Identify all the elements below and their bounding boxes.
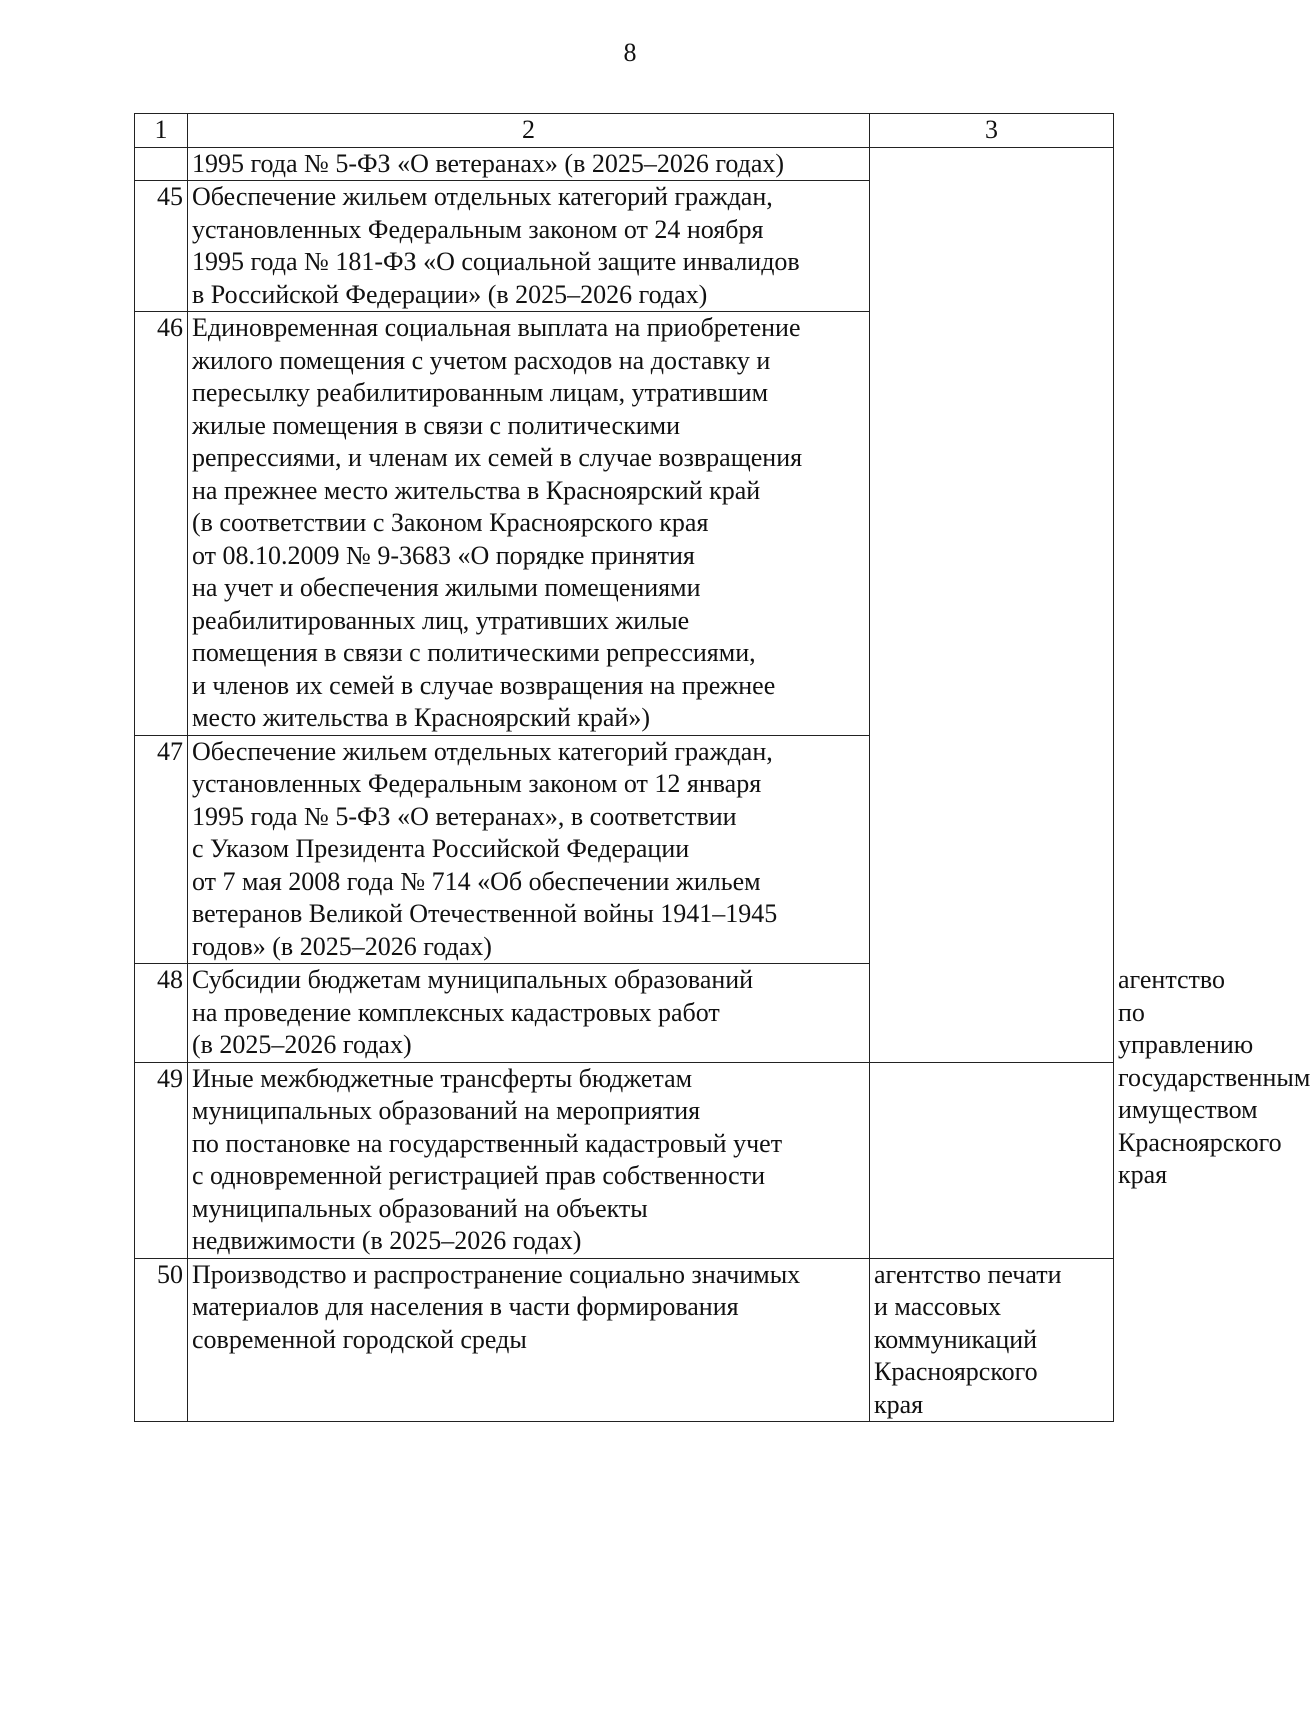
column-header-2: 2 (188, 114, 870, 148)
column-header-3: 3 (870, 114, 1114, 148)
page-number: 8 (623, 38, 637, 67)
table-row (135, 1258, 1114, 1422)
row-number: 50 (135, 1258, 188, 1422)
row-number: 48 (135, 964, 188, 1063)
row-description: Обеспечение жильем отдельных категорий граждан, установленных Федеральным законом от 12 января 1995 года № 5-ФЗ «О ветеранах», в соответствии с Указом Президента Российской Федерации от 7 мая 2008 года № 714 «Об обеспечении жильем ветеранов Великой Отечественной войны 1941–1945 годов» (в 2025–2026 годах) (188, 735, 870, 964)
row-description: Обеспечение жильем отдельных категорий граждан, установленных Федеральным законом от 24 ноября 1995 года № 181-ФЗ «О социальной защите инвалидов в Российской Федерации» (в 2025–2026 годах) (188, 181, 870, 312)
table-row (135, 1062, 1114, 1258)
row-number: 46 (135, 312, 188, 736)
row-number: 49 (135, 1062, 188, 1258)
column-header-1: 1 (135, 114, 188, 148)
row-number-empty (135, 147, 188, 181)
row-description: Иные межбюджетные трансферты бюджетам муниципальных образований на мероприятия по постановке на государственный кадастровый учет с одновременной регистрацией прав собственности муниципальных образований на объекты недвижимости (в 2025–2026 годах) (188, 1062, 870, 1258)
row-description: Производство и распространение социально значимых материалов для населения в части формирования современной городской среды (188, 1258, 870, 1422)
table-header-row (135, 114, 1114, 148)
table-row: 48 Субсидии бюджетам муниципальных образований на проведение комплексных кадастровых работ (в 2025–2026 годах) агентство по управлению государственным имуществом Красноярского края (135, 964, 1114, 1063)
continuation-text: 1995 года № 5-ФЗ «О ветеранах» (в 2025–2026 годах) (188, 147, 870, 181)
table-row-continuation (135, 147, 1114, 181)
row-description: Единовременная социальная выплата на приобретение жилого помещения с учетом расходов на доставку и пересылку реабилитированным лицам, утратившим жилые помещения в связи с политическими репрессиями, и членам их семей в случае возвращения на прежнее место жительства в Красноярский край (в соответствии с Законом Красноярского края от 08.10.2009 № 9-3683 «О порядке принятия на учет и обеспечения жилыми помещениями реабилитированных лиц, утративших жилые помещения в связи с политическими репрессиями, и членов их семей в случае возвращения на прежнее место жительства в Красноярский край») (188, 312, 870, 736)
responsible-cell-empty (870, 147, 1114, 1062)
row-number: 47 (135, 735, 188, 964)
responsible-agency-press: агентство печати и массовых коммуникаций Красноярского края (870, 1258, 1114, 1422)
row-description: Субсидии бюджетам муниципальных образований на проведение комплексных кадастровых работ (в 2025–2026 годах) (188, 964, 870, 1063)
row-number: 45 (135, 181, 188, 312)
document-table (134, 113, 1310, 1422)
